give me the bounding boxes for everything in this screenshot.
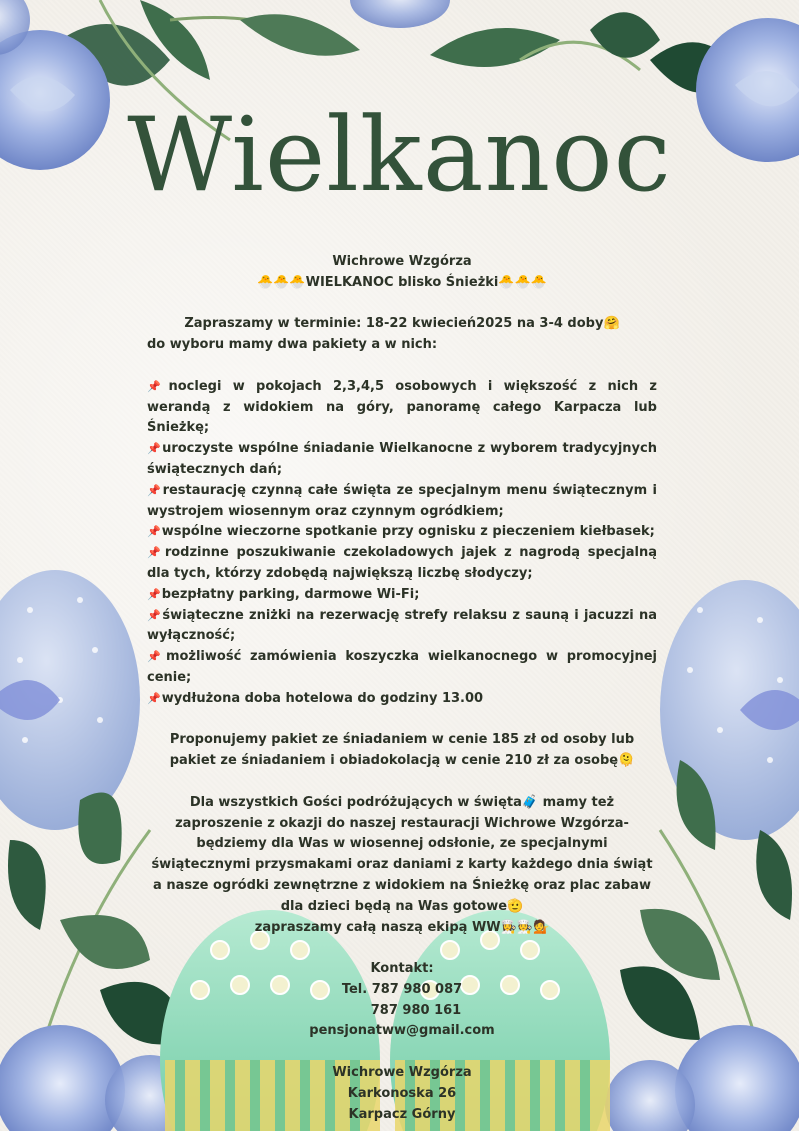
event-subtitle: 🐣🐣🐣WIELKANOC blisko Śnieżki🐣🐣🐣 bbox=[257, 274, 547, 290]
feature-list bbox=[147, 377, 657, 710]
address-name: Wichrowe Wzgórza bbox=[332, 1065, 472, 1081]
list-item: 📌noclegi w pokojach 2,3,4,5 osobowych i większość z nich z werandą z widokiem na góry, panoramę całego Karpacza lub Śnieżkę; bbox=[147, 378, 657, 436]
list-item: 📌bezpłatny parking, darmowe Wi-Fi; bbox=[147, 586, 420, 602]
intro-packages: do wyboru mamy dwa pakiety a w nich: bbox=[147, 337, 438, 353]
contact-label: Kontakt: bbox=[370, 961, 434, 977]
pin-icon: 📌 bbox=[147, 587, 161, 601]
intro-dates: Zapraszamy w terminie: 18-22 kwiecień2025 na 3-4 doby🤗 bbox=[184, 316, 620, 332]
contact-phone-2: 787 980 161 bbox=[370, 1002, 462, 1018]
list-item: 📌świąteczne zniżki na rezerwację strefy relaksu z sauną i jacuzzi na wyłączność; bbox=[147, 607, 657, 644]
pin-icon: 📌 bbox=[147, 379, 168, 393]
left-egg bbox=[0, 570, 140, 830]
offer-text: Proponujemy pakiet ze śniadaniem w cenie 185 zł od osoby lub pakiet ze śniadaniem i obiadokolacją w cenie 210 zł za osobę🫠 bbox=[169, 732, 635, 769]
contact-phone-1: Tel. 787 980 087 bbox=[341, 981, 463, 997]
address-street: Karkonoska 26 bbox=[347, 1085, 457, 1101]
list-item: 📌wydłużona doba hotelowa do godziny 13.00 bbox=[147, 690, 484, 706]
contact-email[interactable]: pensjonatww@gmail.com bbox=[309, 1023, 495, 1039]
address-city: Karpacz Górny bbox=[348, 1106, 456, 1122]
pin-icon: 📌 bbox=[147, 442, 162, 456]
list-item: 📌uroczyste wspólne śniadanie Wielkanocne z wyborem tradycyjnych świątecznych dań; bbox=[147, 441, 657, 477]
venue-name: Wichrowe Wzgórza bbox=[332, 254, 472, 269]
list-item: 📌wspólne wieczorne spotkanie przy ognisku z pieczeniem kiełbasek; bbox=[147, 524, 655, 540]
page-title: Wielkanoc bbox=[127, 96, 672, 215]
pin-icon: 📌 bbox=[147, 546, 164, 560]
pin-icon: 📌 bbox=[147, 525, 161, 539]
pin-icon: 📌 bbox=[147, 691, 161, 705]
pin-icon: 📌 bbox=[147, 650, 165, 664]
pin-icon: 📌 bbox=[147, 483, 162, 497]
list-item: 📌restaurację czynną całe święta ze specjalnym menu świątecznym i wystrojem wiosennym oraz czynnym ogródkiem; bbox=[147, 482, 657, 519]
flyer-content bbox=[147, 252, 657, 1125]
list-item: 📌rodzinne poszukiwanie czekoladowych jajek z nagrodą specjalną dla tych, którzy zdobędą największą liczbę słodyczy; bbox=[147, 545, 657, 581]
invitation-text: Dla wszystkich Gości podróżujących w święta🧳 mamy też zaproszenie z okazji do naszej restauracji Wichrowe Wzgórza- będziemy dla Was w wiosennej odsłonie, ze specjalnymi świątecznymi przysmakami oraz daniami z karty każdego dnia świąt a nasze ogródki zewnętrzne z widokiem na Śnieżkę oraz plac zabaw dla dzieci będą na Was gotowe🫡 bbox=[151, 794, 653, 914]
list-item: 📌możliwość zamówienia koszyczka wielkanocnego w promocyjnej cenie; bbox=[147, 649, 658, 685]
pin-icon: 📌 bbox=[147, 608, 162, 622]
team-text: zapraszamy całą naszą ekipą WW👩‍🍳🧑‍🍳💁 bbox=[254, 919, 550, 935]
